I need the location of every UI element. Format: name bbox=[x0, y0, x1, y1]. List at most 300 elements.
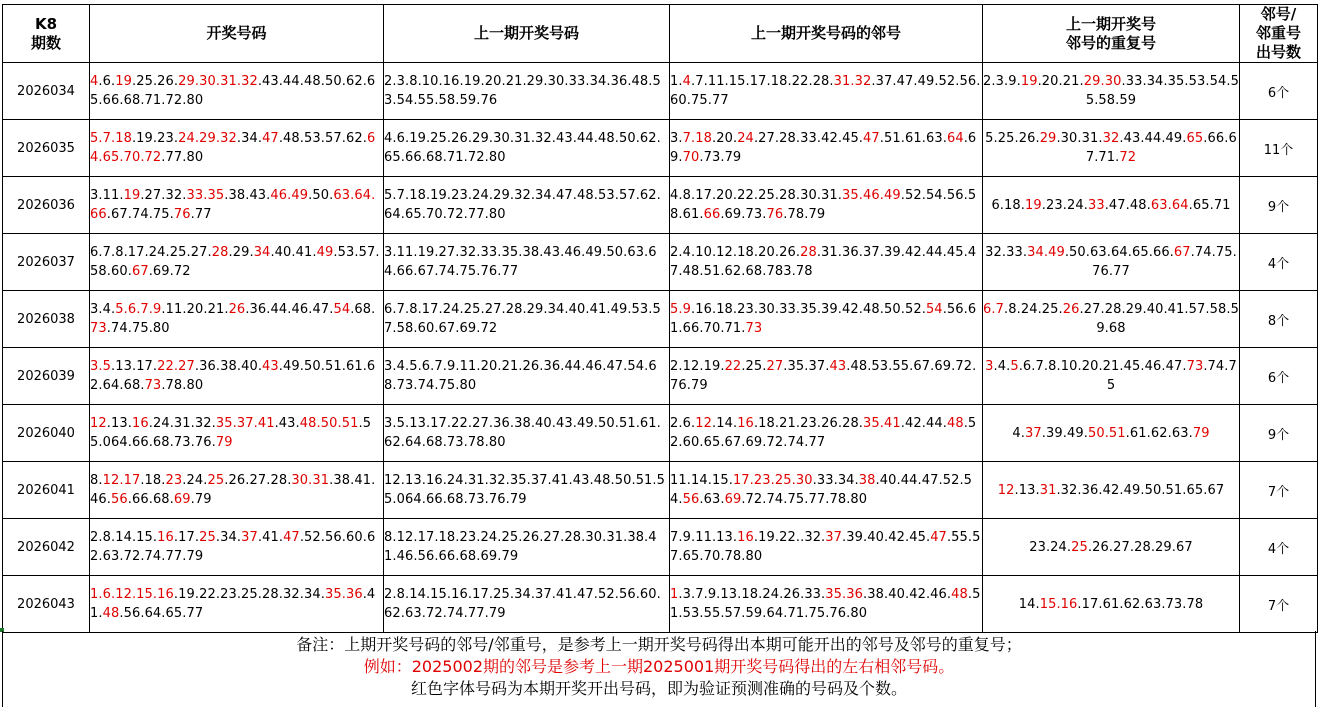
number-text: .19.23. bbox=[131, 131, 179, 146]
hit-number: 67 bbox=[131, 264, 149, 279]
draw-cell bbox=[90, 462, 384, 519]
number-text: .78.79 bbox=[783, 207, 826, 222]
hit-number: 47 bbox=[930, 530, 947, 545]
number-text: .74.75.76.77 bbox=[1092, 245, 1237, 279]
note-line-2: 例如：2025002期的邻号是参考上一期2025001期开奖号码得出的左右相邻号码。 bbox=[363, 657, 955, 676]
hit-number: 25 bbox=[1071, 539, 1088, 555]
hit-number: 66 bbox=[703, 207, 721, 222]
prev-draw-cell bbox=[384, 234, 670, 291]
note-line-3: 红色字体号码为本期开奖开出号码，即为验证预测准确的号码及个数。 bbox=[410, 679, 907, 698]
count-cell: 7个 bbox=[1240, 462, 1318, 519]
number-text: .72.74.75.77.78.80 bbox=[741, 492, 868, 507]
number-text: .50. bbox=[308, 188, 334, 203]
count-cell: 6个 bbox=[1240, 348, 1318, 405]
hit-number: 22.27 bbox=[157, 359, 195, 374]
period-cell: 2026034 bbox=[3, 63, 90, 120]
header-neighbors: 上一期开奖号码的邻号 bbox=[670, 5, 983, 63]
hit-number: 16 bbox=[737, 530, 754, 545]
hit-number: 34 bbox=[253, 245, 271, 260]
hit-number: 24.29.32 bbox=[178, 131, 237, 146]
number-text: 2.8.14.15.16.17.25.34.37.41.47.52.56.60.62.63.72.74.77.79 bbox=[384, 587, 661, 621]
number-text: .6. bbox=[98, 74, 116, 89]
number-text: .69.73. bbox=[720, 207, 767, 222]
hit-number: 28 bbox=[800, 245, 817, 260]
number-text: .7.11.15.17.18.22.28. bbox=[690, 74, 834, 89]
number-text: .18. bbox=[140, 473, 166, 488]
number-text: .36.44.46.47. bbox=[245, 302, 334, 317]
hit-number: 64 bbox=[946, 131, 964, 146]
count-cell: 9个 bbox=[1240, 405, 1318, 462]
hit-number: 29 bbox=[1039, 131, 1057, 146]
hit-number: 37 bbox=[825, 530, 843, 545]
count-cell: 4个 bbox=[1240, 234, 1318, 291]
repeat-cell bbox=[983, 519, 1240, 576]
hit-number: 48.50.51 bbox=[299, 416, 359, 431]
number-text: .52.60.65.67.69.72.74.77 bbox=[670, 416, 977, 450]
number-text: .40.44.47.52.54. bbox=[670, 473, 973, 507]
hit-number: 12.17 bbox=[102, 473, 141, 488]
number-text: .79 bbox=[190, 492, 212, 507]
number-text: .24. bbox=[182, 473, 208, 488]
header-repeat: 上一期开奖号 邻号的重复号 bbox=[983, 5, 1240, 63]
number-text: 3.4.5.6.7.9.11.20.21.26.36.44.46.47.54.68.73.74.75.80 bbox=[384, 359, 657, 393]
number-text: .42.44. bbox=[900, 416, 947, 431]
number-text: 5.7.18.19.23.24.29.32.34.47.48.53.57.62.64.65.70.72.77.80 bbox=[384, 188, 661, 222]
hit-number: 29.30 bbox=[1083, 74, 1122, 89]
prev-draw-cell bbox=[384, 120, 670, 177]
prev-draw-cell bbox=[384, 63, 670, 120]
number-text: 4.8.17.20.22.25.28.30.31. bbox=[670, 188, 843, 203]
neighbors-cell bbox=[670, 63, 983, 120]
hit-number: 65 bbox=[1186, 131, 1204, 146]
hit-number: 72 bbox=[1119, 150, 1137, 165]
number-text: .40.41. bbox=[270, 245, 317, 260]
number-text: 8.12.17.18.23.24.25.26.27.28.30.31.38.41.46.56.66.68.69.79 bbox=[384, 530, 657, 564]
hit-number: 33 bbox=[1087, 197, 1105, 213]
neighbors-cell bbox=[670, 291, 983, 348]
count-cell: 7个 bbox=[1240, 576, 1318, 633]
hit-number: 48 bbox=[102, 606, 120, 621]
hit-number: 3.5 bbox=[90, 359, 111, 374]
hit-number: 47 bbox=[863, 131, 880, 146]
period-cell: 2026040 bbox=[3, 405, 90, 462]
number-text: .36.38.40. bbox=[194, 359, 263, 374]
number-text: .41. bbox=[257, 530, 284, 545]
prev-draw-cell bbox=[384, 519, 670, 576]
number-text: .68. bbox=[350, 302, 376, 317]
number-text: .74.75 bbox=[1106, 359, 1237, 393]
hit-number: 26 bbox=[1062, 302, 1080, 317]
number-text: .52.56.60.62.63.72.74.77.79 bbox=[90, 530, 376, 564]
notes-box bbox=[2, 631, 1316, 707]
hit-number: 17.23.25.30 bbox=[732, 473, 813, 488]
hit-number: 27 bbox=[766, 359, 784, 374]
draw-cell bbox=[90, 234, 384, 291]
number-text: 2.3.8.10.16.19.20.21.29.30.33.34.36.48.53.54.55.58.59.76 bbox=[384, 74, 661, 108]
draw-cell bbox=[90, 576, 384, 633]
neighbors-cell bbox=[670, 348, 983, 405]
number-text: 4.6.19.25.26.29.30.31.32.43.44.48.50.62.65.66.68.71.72.80 bbox=[384, 131, 661, 165]
number-text: 2.4.10.12.18.20.26. bbox=[670, 245, 801, 260]
repeat-cell bbox=[983, 120, 1240, 177]
number-text: .17. bbox=[173, 530, 200, 545]
hit-number: 48 bbox=[951, 587, 968, 602]
hit-number: 73 bbox=[144, 378, 162, 393]
number-text: .74.75.80 bbox=[106, 321, 170, 336]
number-text: 2.12.19. bbox=[670, 359, 725, 374]
hit-number: 35.37.41 bbox=[215, 416, 275, 431]
period-cell: 2026042 bbox=[3, 519, 90, 576]
hit-number: 76 bbox=[173, 207, 191, 222]
number-text: .34. bbox=[215, 530, 242, 545]
number-text: .51.61.63. bbox=[879, 131, 947, 146]
hit-number: 4 bbox=[682, 74, 691, 89]
hit-number: 35.36 bbox=[825, 587, 864, 602]
number-text: .49.50.51.61.62.64.68. bbox=[90, 359, 376, 393]
number-text: .25.26. bbox=[131, 74, 179, 89]
hit-number: 19 bbox=[1020, 74, 1038, 89]
number-text: .61.62.63. bbox=[1125, 425, 1193, 441]
number-text: .30.31. bbox=[1056, 131, 1103, 146]
hit-number: 35.46.49 bbox=[842, 188, 901, 203]
number-text: .65.71 bbox=[1188, 197, 1231, 213]
number-text: .67.74.75. bbox=[106, 207, 174, 222]
neighbors-cell bbox=[670, 462, 983, 519]
table-row bbox=[3, 462, 1318, 519]
number-text: .66.68. bbox=[127, 492, 174, 507]
hit-number: 37 bbox=[241, 530, 258, 545]
count-cell: 8个 bbox=[1240, 291, 1318, 348]
number-text: .13. bbox=[1014, 482, 1040, 498]
hit-number: 35.36 bbox=[324, 587, 363, 602]
hit-number: 73 bbox=[1186, 359, 1204, 374]
hit-number: 1 bbox=[670, 587, 679, 602]
number-text: .13. bbox=[106, 416, 132, 431]
hit-number: 12 bbox=[695, 416, 712, 431]
hit-number: 19 bbox=[123, 188, 141, 203]
number-text: .37.47.49.52.56.60.75.77 bbox=[670, 74, 981, 108]
number-text: 3.11. bbox=[90, 188, 124, 203]
hit-number: 43 bbox=[829, 359, 847, 374]
table-row bbox=[3, 576, 1318, 633]
hit-number: 38 bbox=[858, 473, 876, 488]
hit-number: 24 bbox=[737, 131, 754, 146]
number-text: .66.67.71. bbox=[1085, 131, 1237, 165]
number-text: .17.61.62.63.73.78 bbox=[1077, 596, 1204, 612]
number-text: .19.22..32. bbox=[753, 530, 826, 545]
number-text: .38.41.46. bbox=[90, 473, 376, 507]
table-row bbox=[3, 291, 1318, 348]
number-text: 5.25.26. bbox=[985, 131, 1040, 146]
count-cell: 9个 bbox=[1240, 177, 1318, 234]
hit-number: 25 bbox=[207, 473, 225, 488]
table-row bbox=[3, 234, 1318, 291]
number-text: .38.43. bbox=[224, 188, 271, 203]
header-prev-draw: 上一期开奖号码 bbox=[384, 5, 670, 63]
number-text: .56.61.66.70.71. bbox=[670, 302, 977, 336]
hit-number: 3 bbox=[985, 359, 994, 374]
table-row bbox=[3, 348, 1318, 405]
number-text: 11.14.15. bbox=[670, 473, 733, 488]
header-row bbox=[3, 5, 1318, 63]
draw-cell bbox=[90, 291, 384, 348]
hit-number: 19 bbox=[115, 74, 132, 89]
prev-draw-cell bbox=[384, 177, 670, 234]
hit-number: 76 bbox=[766, 207, 784, 222]
hit-number: 22 bbox=[724, 359, 742, 374]
draw-cell bbox=[90, 120, 384, 177]
number-text: .41. bbox=[90, 587, 376, 621]
hit-number: 50.51 bbox=[1087, 425, 1126, 441]
number-text: .48.53.57.62. bbox=[278, 131, 367, 146]
hit-number: 35.41 bbox=[863, 416, 901, 431]
number-text: .73.79 bbox=[699, 150, 742, 165]
period-cell: 2026037 bbox=[3, 234, 90, 291]
repeat-cell bbox=[983, 462, 1240, 519]
repeat-cell bbox=[983, 63, 1240, 120]
header-draw: 开奖号码 bbox=[90, 5, 384, 63]
number-text: 2.6. bbox=[670, 416, 696, 431]
number-text: .78.80 bbox=[161, 378, 204, 393]
repeat-cell bbox=[983, 348, 1240, 405]
hit-number: 34.49 bbox=[1027, 245, 1065, 260]
repeat-cell bbox=[983, 405, 1240, 462]
hit-number: 79 bbox=[1192, 425, 1210, 441]
number-text: 7.9.11.13. bbox=[670, 530, 738, 545]
table-row bbox=[3, 63, 1318, 120]
number-text: 3.5.13.17.22.27.36.38.40.43.49.50.51.61.62.64.68.73.78.80 bbox=[384, 416, 661, 450]
hit-number: 23 bbox=[165, 473, 183, 488]
prev-draw-cell bbox=[384, 576, 670, 633]
hit-number: 7.18 bbox=[682, 131, 712, 146]
number-text: .56.64.65.77 bbox=[119, 606, 204, 621]
number-text: .27.32. bbox=[140, 188, 187, 203]
table-row bbox=[3, 405, 1318, 462]
number-text: .35.37. bbox=[783, 359, 830, 374]
number-text: .77 bbox=[190, 207, 212, 222]
neighbors-cell bbox=[670, 234, 983, 291]
prev-draw-cell bbox=[384, 291, 670, 348]
hit-number: 5.9 bbox=[670, 302, 691, 317]
number-text: .77.80 bbox=[161, 150, 204, 165]
hit-number: 70 bbox=[682, 150, 700, 165]
hit-number: 6.7 bbox=[983, 302, 1004, 317]
number-text: .26.27.28. bbox=[224, 473, 292, 488]
number-text: .13.17. bbox=[110, 359, 158, 374]
hit-number: 79 bbox=[215, 435, 233, 450]
number-text: .52.54.56.58.61. bbox=[670, 188, 977, 222]
number-text: 23.24. bbox=[1029, 539, 1072, 555]
hit-number: 31.32 bbox=[833, 74, 872, 89]
number-text: .33.34.35.53.54.55.58.59 bbox=[1085, 74, 1239, 108]
hit-number: 67 bbox=[1173, 245, 1191, 260]
number-text: .18.21.23.26.28. bbox=[753, 416, 864, 431]
hit-number: 1.6.12.15.16 bbox=[90, 587, 174, 602]
hit-number: 54 bbox=[333, 302, 351, 317]
number-text: .11.20.21. bbox=[161, 302, 229, 317]
number-text: .69.72 bbox=[148, 264, 191, 279]
table-row bbox=[3, 120, 1318, 177]
repeat-cell bbox=[983, 576, 1240, 633]
hit-number: 46.49 bbox=[270, 188, 309, 203]
hit-number: 16 bbox=[737, 416, 754, 431]
number-text: .51.53.55.57.59.64.71.75.76.80 bbox=[670, 587, 981, 621]
number-text: .34. bbox=[236, 131, 263, 146]
number-text: .55.064.66.68.73.76. bbox=[90, 416, 372, 450]
count-cell: 6个 bbox=[1240, 63, 1318, 120]
number-text: 3.11.19.27.32.33.35.38.43.46.49.50.63.64.66.67.74.75.76.77 bbox=[384, 245, 657, 279]
period-cell: 2026036 bbox=[3, 177, 90, 234]
prev-draw-cell bbox=[384, 462, 670, 519]
number-text: .20.21. bbox=[1037, 74, 1084, 89]
hit-number: 12 bbox=[997, 482, 1015, 498]
neighbors-cell bbox=[670, 519, 983, 576]
draw-cell bbox=[90, 519, 384, 576]
draw-cell bbox=[90, 63, 384, 120]
neighbors-cell bbox=[670, 177, 983, 234]
hit-number: 15.16 bbox=[1039, 596, 1078, 612]
note-line-1: 备注：上期开奖号码的邻号/邻重号，是参考上一期开奖号码得出本期可能开出的邻号及邻号的重复号； bbox=[296, 635, 1022, 654]
number-text: .43. bbox=[274, 416, 300, 431]
period-cell: 2026039 bbox=[3, 348, 90, 405]
hit-number: 29.30.31.32 bbox=[178, 74, 258, 89]
number-text: 8. bbox=[90, 473, 103, 488]
number-text: .55.57.65.70.78.80 bbox=[670, 530, 981, 564]
number-text: .43.44.49. bbox=[1119, 131, 1187, 146]
table-row bbox=[3, 177, 1318, 234]
number-text: .25. bbox=[741, 359, 767, 374]
hit-number: 63.64.66 bbox=[90, 188, 376, 222]
repeat-cell bbox=[983, 177, 1240, 234]
number-text: 6.18. bbox=[991, 197, 1026, 213]
number-text: .48.53.55.67.69.72.76.79 bbox=[670, 359, 977, 393]
header-count: 邻号/ 邻重号 出号数 bbox=[1240, 5, 1318, 63]
hit-number: 73 bbox=[745, 321, 763, 336]
table-row bbox=[3, 519, 1318, 576]
repeat-cell bbox=[983, 234, 1240, 291]
number-text: 2.8.14.15. bbox=[90, 530, 158, 545]
number-text: .27.28.33.42.45. bbox=[753, 131, 864, 146]
hit-number: 47 bbox=[262, 131, 279, 146]
number-text: .16.18.23.30.33.35.39.42.48.50.52. bbox=[690, 302, 926, 317]
hit-number: 56 bbox=[682, 492, 700, 507]
number-text: .14. bbox=[711, 416, 738, 431]
hit-number: 5 bbox=[1010, 359, 1019, 374]
period-cell: 2026041 bbox=[3, 462, 90, 519]
number-text: .23.24. bbox=[1041, 197, 1088, 213]
number-text: .63. bbox=[699, 492, 725, 507]
hit-number: 5.7.18 bbox=[90, 131, 132, 146]
hit-number: 5.6.7.9 bbox=[115, 302, 162, 317]
period-cell: 2026043 bbox=[3, 576, 90, 633]
number-text: .47.48. bbox=[1104, 197, 1151, 213]
hit-number: 73 bbox=[90, 321, 107, 336]
number-text: .39.40.42.45. bbox=[842, 530, 931, 545]
draw-cell bbox=[90, 177, 384, 234]
neighbors-cell bbox=[670, 405, 983, 462]
hit-number: 12 bbox=[90, 416, 107, 431]
hit-number: 28 bbox=[211, 245, 229, 260]
number-text: 6.7.8.17.24.25.27. bbox=[90, 245, 212, 260]
number-text: .29. bbox=[228, 245, 254, 260]
header-period: K8 期数 bbox=[3, 5, 90, 63]
hit-number: 49 bbox=[316, 245, 334, 260]
hit-number: 4 bbox=[90, 74, 99, 89]
number-text: .43.44.48.50.62.65.66.68.71.72.80 bbox=[90, 74, 376, 108]
number-text: 1. bbox=[670, 74, 683, 89]
period-cell: 2026035 bbox=[3, 120, 90, 177]
number-text: .20. bbox=[711, 131, 738, 146]
hit-number: 69 bbox=[724, 492, 742, 507]
hit-number: 33.35 bbox=[186, 188, 225, 203]
number-text: .24.31.32. bbox=[148, 416, 216, 431]
number-text: 32.33. bbox=[985, 245, 1028, 260]
hit-number: 37 bbox=[1025, 425, 1042, 441]
number-text: .4. bbox=[993, 359, 1011, 374]
hit-number: 48 bbox=[946, 416, 964, 431]
hit-number: 63.64 bbox=[1150, 197, 1189, 213]
hit-number: 54 bbox=[925, 302, 943, 317]
number-text: .50.63.64.65.66. bbox=[1064, 245, 1174, 260]
hit-number: 26 bbox=[228, 302, 246, 317]
number-text: .19.22.23.25.28.32.34. bbox=[173, 587, 325, 602]
number-text: 3.4. bbox=[90, 302, 116, 317]
hit-number: 56 bbox=[110, 492, 128, 507]
hit-number: 69 bbox=[173, 492, 191, 507]
repeat-cell bbox=[983, 291, 1240, 348]
number-text: 12.13.16.24.31.32.35.37.41.43.48.50.51.55.064.66.68.73.76.79 bbox=[384, 473, 666, 507]
hit-number: 16 bbox=[131, 416, 149, 431]
draw-cell bbox=[90, 405, 384, 462]
hit-number: 19 bbox=[1025, 197, 1042, 213]
count-cell: 4个 bbox=[1240, 519, 1318, 576]
number-text: .69. bbox=[670, 131, 977, 165]
table-body bbox=[3, 63, 1318, 633]
hit-number: 47 bbox=[283, 530, 300, 545]
number-text: 4. bbox=[1012, 425, 1026, 441]
number-text: 3. bbox=[670, 131, 683, 146]
number-text: .39.49. bbox=[1041, 425, 1088, 441]
neighbors-cell bbox=[670, 120, 983, 177]
count-cell: 11个 bbox=[1240, 120, 1318, 177]
period-cell: 2026038 bbox=[3, 291, 90, 348]
number-text: .27.28.29.40.41.57.58.59.68 bbox=[1079, 302, 1239, 336]
hit-number: 32 bbox=[1102, 131, 1120, 146]
hit-number: 25 bbox=[199, 530, 216, 545]
number-text: 2.3.9. bbox=[983, 74, 1021, 89]
k8-neighbor-table bbox=[2, 4, 1318, 633]
prev-draw-cell bbox=[384, 405, 670, 462]
number-text: .6.7.8.10.20.21.45.46.47. bbox=[1018, 359, 1187, 374]
draw-cell bbox=[90, 348, 384, 405]
hit-number: 64.65.70.72 bbox=[90, 131, 376, 165]
number-text: .53.57.58.60. bbox=[90, 245, 380, 279]
neighbors-cell bbox=[670, 576, 983, 633]
number-text: .33.34. bbox=[812, 473, 859, 488]
prev-draw-cell bbox=[384, 348, 670, 405]
number-text: 14. bbox=[1018, 596, 1040, 612]
number-text: .38.40.42.46. bbox=[863, 587, 952, 602]
hit-number: 43 bbox=[262, 359, 279, 374]
hit-number: 16 bbox=[157, 530, 174, 545]
number-text: .8.24.25. bbox=[1004, 302, 1063, 317]
hit-number: 30.31 bbox=[291, 473, 330, 488]
number-text: .31.36.37.39.42.44.45.47.48.51.62.68.783.78 bbox=[670, 245, 977, 279]
number-text: .26.27.28.29.67 bbox=[1087, 539, 1193, 555]
hit-number: 31 bbox=[1039, 482, 1057, 498]
number-text: .3.7.9.13.18.24.26.33. bbox=[678, 587, 826, 602]
number-text: .32.36.42.49.50.51.65.67 bbox=[1056, 482, 1225, 498]
